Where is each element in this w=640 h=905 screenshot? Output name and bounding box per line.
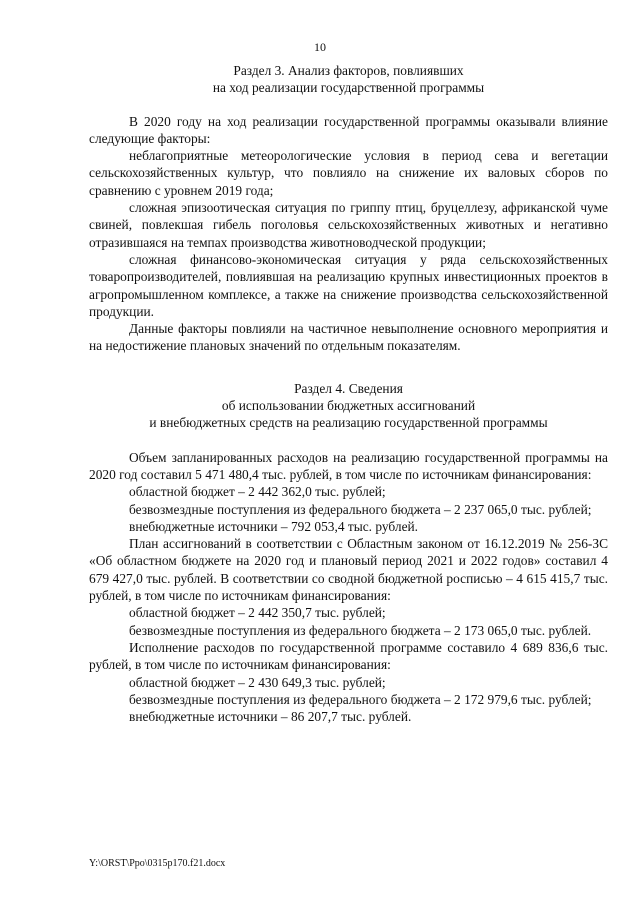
paragraph: Исполнение расходов по государственной программе составило 4 689 836,6 тыс. рублей, в том числе по источникам финансирования:	[89, 639, 608, 673]
paragraph: внебюджетные источники – 792 053,4 тыс. рублей.	[129, 518, 419, 534]
paragraph: План ассигнований в соответствии с Областным законом от 16.12.2019 № 256-ЗС «Об областном бюджете на 2020 год и плановый период 2021 и 2022 годов» составил 4 679 427,0 тыс. рублей. В соответствии со сводной бюджетной росписью – 4 615 415,7 тыс. рублей, в том числе по источникам финансирования:	[89, 536, 608, 604]
paragraph: безвозмездные поступления из федерального бюджета – 2 237 065,0 тыс. рублей;	[129, 501, 592, 517]
section-4-heading-line: Раздел 4. Сведения	[294, 380, 403, 396]
paragraph: внебюджетные источники – 86 207,7 тыс. рублей.	[129, 709, 412, 725]
paragraph: областной бюджет – 2 442 350,7 тыс. рублей;	[129, 605, 386, 621]
paragraph: сложная эпизоотическая ситуация по гриппу птиц, бруцеллезу, африканской чуме свиней, повлекшая гибель поголовья сельскохозяйственных животных и негативно отразившаяся на темпах производства животноводческой продукции;	[89, 200, 608, 250]
paragraph: областной бюджет – 2 430 649,3 тыс. рублей;	[129, 674, 386, 690]
paragraph: Объем запланированных расходов на реализацию государственной программы на 2020 год составил 5 471 480,4 тыс. рублей, в том числе по источникам финансирования:	[89, 449, 608, 482]
paragraph: неблагоприятные метеорологические условия в период сева и вегетации сельскохозяйственных культур, что повлияло на снижение их валовых сборов по сравнению с уровнем 2019 года;	[89, 148, 608, 198]
section-4-heading	[89, 380, 608, 432]
paragraph: безвозмездные поступления из федерального бюджета – 2 172 979,6 тыс. рублей;	[129, 691, 592, 707]
section-3-heading	[89, 62, 608, 97]
paragraph: сложная финансово-экономическая ситуация у ряда сельскохозяйственных товаропроизводителей, повлиявшая на реализацию крупных инвестиционных проектов в агропромышленном комплексе, а также на снижение производства сельскохозяйственной продукции.	[89, 251, 608, 319]
section-3-heading-line: на ход реализации государственной программы	[212, 80, 485, 96]
section-4-heading-line: и внебюджетных средств на реализацию государственной программы	[149, 415, 548, 431]
file-path-footer: Y:\ORST\Ppo\0315p170.f21.docx	[89, 858, 226, 869]
page-number: 10	[314, 40, 326, 54]
section-4-heading-line: об использовании бюджетных ассигнований	[221, 398, 476, 414]
document-body	[89, 62, 608, 725]
section-3-heading-line: Раздел 3. Анализ факторов, повлиявших	[233, 63, 464, 78]
paragraph: безвозмездные поступления из федерального бюджета – 2 173 065,0 тыс. рублей.	[129, 622, 592, 638]
paragraph: областной бюджет – 2 442 362,0 тыс. рублей;	[129, 484, 386, 500]
paragraph: В 2020 году на ход реализации государственной программы оказывали влияние следующие факторы:	[89, 113, 608, 146]
paragraph: Данные факторы повлияли на частичное невыполнение основного мероприятия и на недостижение плановых значений по отдельным показателям.	[89, 321, 608, 354]
